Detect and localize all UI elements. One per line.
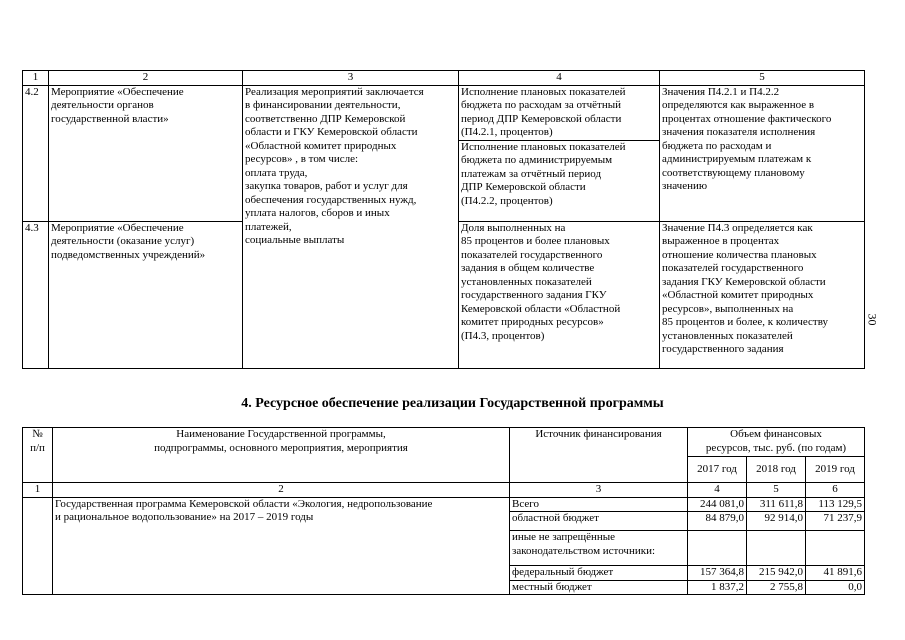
row-number: 4.3 [23,221,49,368]
col-number: 6 [806,483,865,498]
value-2018: 215 942,0 [747,566,806,581]
program-name: Государственная программа Кемеровской области «Экология, недропользование и рациональное водопользование» на 2017 – 2019 годы [53,497,510,595]
row-number: 4.2 [23,85,49,221]
header-year: 2017 год [688,457,747,483]
indicator-text: Исполнение плановых показателей бюджета по расходам за отчётный период ДПР Кемеровской области (П4.2.1, процентов) [459,85,660,140]
source-label: областной бюджет [510,512,688,531]
header-source: Источник финансирования [510,428,688,483]
value-2017: 157 364,8 [688,566,747,581]
value-2019: 71 237,9 [806,512,865,531]
header-row [23,428,865,457]
col-number: 4 [688,483,747,498]
col-number: 5 [747,483,806,498]
source-label: иные не запрещённые законодательством источники: [510,531,688,566]
header-name: Наименование Государственной программы, подпрограммы, основного мероприятия, мероприятия [53,428,510,483]
section-title: 4. Ресурсное обеспечение реализации Государственной программы [241,396,664,411]
header-volume: Объем финансовых ресурсов, тыс. руб. (по годам) [688,428,865,457]
column-number-row [23,71,865,86]
value-2018: 2 755,8 [747,580,806,595]
indicator-text: Доля выполненных на 85 процентов и более плановых показателей государственного задания в общем количестве установленных показателей государственного задания ГКУ Кемеровской области «Областной комитет природных ресурсов» (П4.3, процентов) [459,221,660,368]
col-number: 4 [459,71,660,86]
header-year: 2019 год [806,457,865,483]
value-2019: 41 891,6 [806,566,865,581]
value-2019: 0,0 [806,580,865,595]
value-2019 [806,531,865,566]
value-2017 [688,531,747,566]
col-number: 3 [243,71,459,86]
col-number: 5 [660,71,865,86]
header-num: № п/п [23,428,53,483]
value-2018 [747,531,806,566]
indicator-method: Значения П4.2.1 и П4.2.2 определяются как выраженное в процентах отношение фактического значения показателя исполнения бюджета по расходам и администрируемым платежам к соответствующему плановому значению [660,85,865,221]
col-number: 2 [49,71,243,86]
col-number: 2 [53,483,510,498]
value-2018: 92 914,0 [747,512,806,531]
col-number: 1 [23,71,49,86]
table-row [23,497,865,512]
indicator-text: Исполнение плановых показателей бюджета по администрируемым платежам за отчётный период ДПР Кемеровской области (П4.2.2, процентов) [459,140,660,221]
table-row [23,85,865,140]
page-number: 30 [865,313,880,326]
source-label: федеральный бюджет [510,566,688,581]
col-number: 1 [23,483,53,498]
source-label: местный бюджет [510,580,688,595]
measure-description: Реализация мероприятий заключается в финансировании деятельности, соответственно ДПР Кемеровской области и ГКУ Кемеровской области «Областной комитет природных ресурсов» , в том числе: оплата труда, закупка товаров, работ и услуг для обеспечения государственных нужд, уплата налогов, сборов и иных платежей, социальные выплаты [243,85,459,368]
value-2019: 113 129,5 [806,497,865,512]
col-number: 3 [510,483,688,498]
indicator-method: Значение П4.3 определяется как выраженное в процентах отношение количества плановых показателей государственного задания ГКУ Кемеровской области «Областной комитет природных ресурсов», выполненных на 85 процентов и более, к количеству установленных показателей государственного задания [660,221,865,368]
value-2017: 1 837,2 [688,580,747,595]
value-2017: 244 081,0 [688,497,747,512]
value-2018: 311 611,8 [747,497,806,512]
resources-table [22,427,865,595]
column-number-row [23,483,865,498]
measure-name: Мероприятие «Обеспечение деятельности органов государственной власти» [49,85,243,221]
header-year: 2018 год [747,457,806,483]
row-number [23,497,53,595]
source-label: Всего [510,497,688,512]
value-2017: 84 879,0 [688,512,747,531]
indicators-table [22,70,865,369]
measure-name: Мероприятие «Обеспечение деятельности (оказание услуг) подведомственных учреждений» [49,221,243,368]
